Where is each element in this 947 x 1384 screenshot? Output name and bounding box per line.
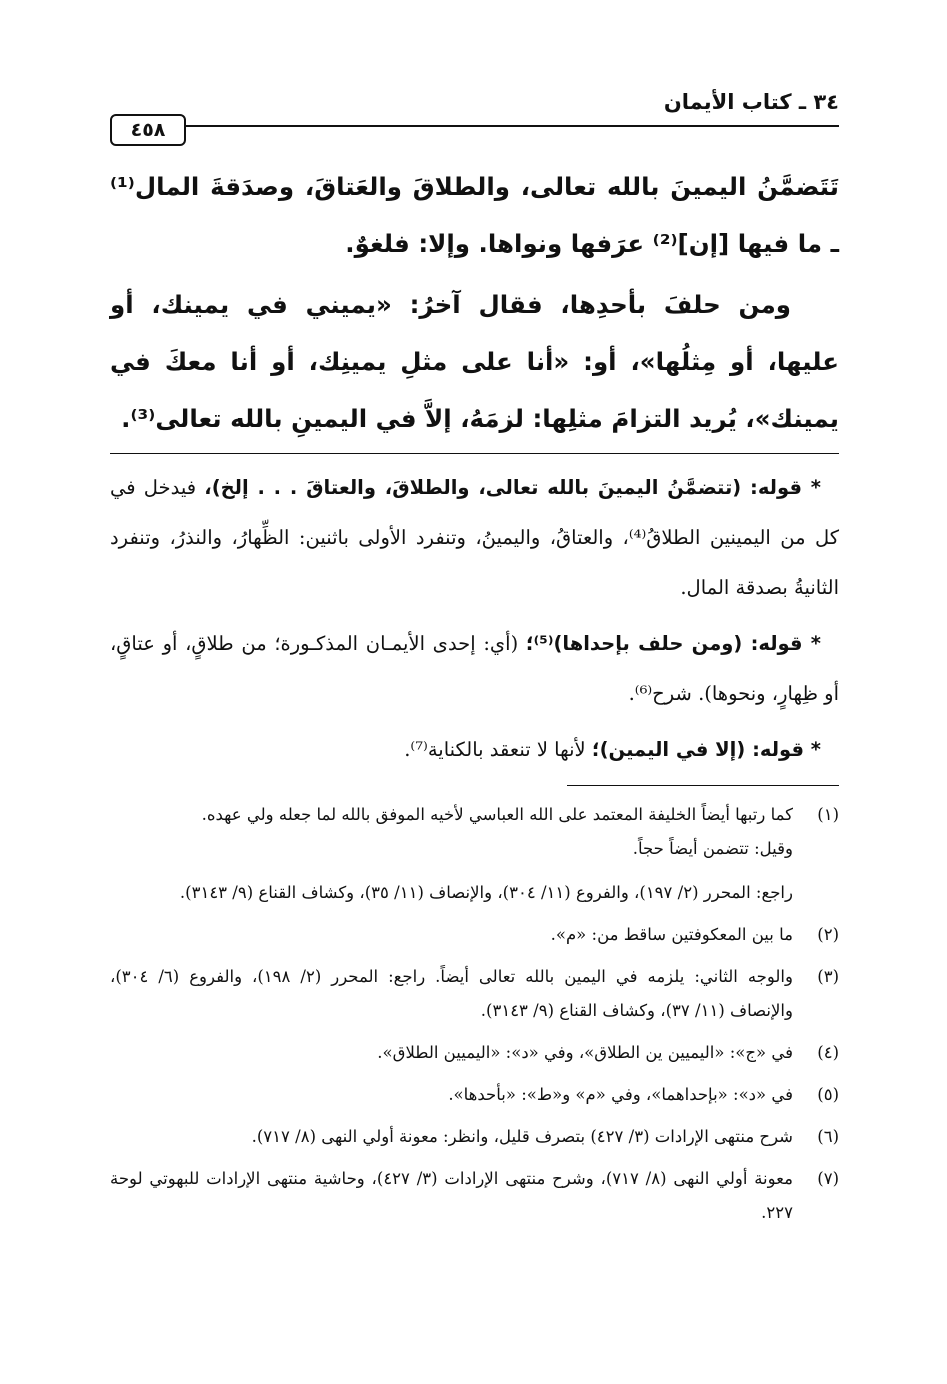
footnote bbox=[110, 1036, 839, 1070]
commentary-quote: * قوله: (تتضمَّنُ اليمينَ بالله تعالى، والطلاقَ، والعتاقَ . . . إلخ)، bbox=[204, 476, 821, 499]
footnote bbox=[110, 1078, 839, 1112]
footnote-number: (٢) bbox=[817, 925, 839, 944]
footnote-text: في «د»: «بإحداهما»، وفي «م» و«ط»: «بأحدها». bbox=[448, 1085, 793, 1104]
footnote-text: معونة أولي النهى (٨/ ٧١٧)، وشرح منتهى الإرادات (٣/ ٤٢٧)، وحاشية منتهى الإرادات للبهوتي لوحة ٢٢٧. bbox=[110, 1169, 793, 1222]
commentary bbox=[110, 463, 839, 775]
footnote-number: (٤) bbox=[817, 1043, 839, 1062]
chapter-title: ٣٤ ـ كتاب الأيمان bbox=[663, 90, 839, 114]
footnote-number: (٣) bbox=[817, 967, 839, 986]
footnote-text: وقيل: تتضمن أيضاً حجاً. bbox=[632, 839, 793, 858]
commentary-text: (أي: إحدى الأيمـان المذكـورة؛ من طلاقٍ، أو عتاقٍ، أو ظِهارٍ، ونحوها). شرح⁽⁶⁾. bbox=[110, 632, 839, 705]
commentary-item bbox=[110, 463, 839, 613]
footnote-number: (٦) bbox=[817, 1127, 839, 1146]
commentary-text: لأنها لا تنعقد بالكناية⁽⁷⁾. bbox=[404, 738, 592, 761]
running-header bbox=[110, 84, 839, 144]
page-number: ٤٥٨ bbox=[110, 114, 186, 146]
footnote bbox=[110, 918, 839, 952]
footnote bbox=[110, 798, 839, 910]
footnote-text: شرح منتهى الإرادات (٣/ ٤٢٧) بتصرف قليل، وانظر: معونة أولي النهى (٨/ ٧١٧). bbox=[251, 1127, 793, 1146]
footnote-text: راجع: المحرر (٢/ ١٩٧)، والفروع (١١/ ٣٠٤)، والإنصاف (١١/ ٣٥)، وكشاف القناع (٩/ ٣١٤٣). bbox=[179, 883, 793, 902]
main-paragraph: ومن حلفَ بأحدِها، فقال آخرُ: «يميني في يمينك، أو عليها، أو مِثلُها»، أو: «أنا على مثلِ يمينِك، أو أنا معكَ في يمينك»، يُريد التزامَ مثلِها: لزمَهُ، إلاَّ في اليمينِ بالله تعالى⁽³⁾. bbox=[110, 290, 839, 433]
main-paragraph: تَتَضمَّنُ اليمينَ بالله تعالى، والطلاقَ والعَتاقَ، وصدَقةَ المال⁽¹⁾ ـ ما فيها [إن]⁽²⁾ عرَفها ونواها. وإلا: فلغوٌ. bbox=[110, 172, 839, 258]
commentary-divider bbox=[110, 453, 839, 454]
footnote-text: ما بين المعكوفتين ساقط من: «م». bbox=[550, 925, 793, 944]
footnote bbox=[110, 1162, 839, 1230]
footnote-number: (٧) bbox=[817, 1169, 839, 1188]
footnote-text: كما رتبها أيضاً الخليفة المعتمد على الله العباسي لأخيه الموفق بالله لما جعله ولي عهده. bbox=[201, 805, 793, 824]
footnote-text: في «ج»: «اليميين ين الطلاق»، وفي «د»: «اليميين الطلاق». bbox=[377, 1043, 793, 1062]
footnote-text: والوجه الثاني: يلزمه في اليمين بالله تعالى أيضاً. راجع: المحرر (٢/ ١٩٨)، والفروع (٦/ ٣٠٤)، والإنصاف (١١/ ٣٧)، وكشاف القناع (٩/ ٣١٤٣). bbox=[110, 967, 793, 1020]
header-rule bbox=[110, 125, 839, 127]
footnote bbox=[110, 960, 839, 1028]
footnotes bbox=[110, 798, 839, 1238]
commentary-text: فيدخل في كل من اليمينين الطلاقُ⁽⁴⁾، والعتاقُ، واليمينُ، وتنفرد الأولى باثنين: الظِّهارُ، والنذرُ، وتنفرد الثانيةُ بصدقة المال. bbox=[110, 476, 840, 599]
footnote-separator bbox=[567, 785, 839, 786]
commentary-quote: * قوله: (إلا في اليمين)؛ bbox=[591, 738, 821, 761]
footnote bbox=[110, 1120, 839, 1154]
footnote-number: (٥) bbox=[817, 1085, 839, 1104]
commentary-item bbox=[110, 619, 839, 719]
footnote-number: (١) bbox=[817, 805, 839, 824]
commentary-item bbox=[110, 725, 839, 775]
main-text bbox=[110, 158, 839, 447]
commentary-quote: * قوله: (ومن حلف بإحداها)⁽⁵⁾؛ bbox=[525, 632, 821, 655]
